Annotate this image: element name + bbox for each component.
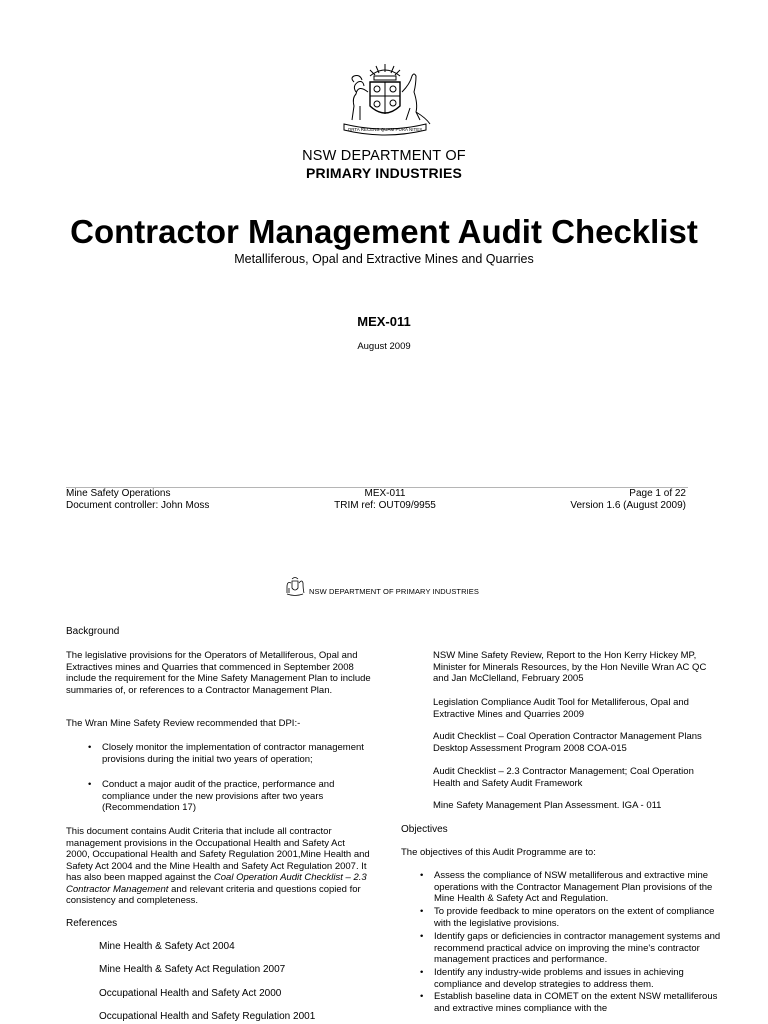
department-name-line2: PRIMARY INDUSTRIES <box>305 165 463 181</box>
footer-controller: Document controller: John Moss <box>66 500 210 511</box>
reference-item: Occupational Health and Safety Act 2000 <box>99 988 282 999</box>
background-heading: Background <box>66 626 120 637</box>
reference-item: NSW Mine Safety Review, Report to the Hon Kerry Hickey MP, Minister for Minerals Resources, by the Hon Neville Wran AC QC and Jan McClelland, February 2005 <box>433 650 707 684</box>
reference-item: Legislation Compliance Audit Tool for Metalliferous, Opal and Extractive Mines and Quarries 2009 <box>433 697 689 720</box>
bullet-icon: • <box>420 931 424 942</box>
list-item-text: To provide feedback to mine operators on the extent of compliance with the legislative provisions. <box>434 906 715 929</box>
document-code: MEX-011 <box>357 314 411 329</box>
reference-item: Mine Health & Safety Act Regulation 2007 <box>99 964 286 975</box>
nsw-coat-of-arms-icon <box>330 62 440 138</box>
list-item <box>420 991 729 1014</box>
list-item-text: Assess the compliance of NSW metalliferous and extractive mine operations with the Contractor Management Plan provisions of the Mine Health & Safety Act and Regulation. <box>434 870 713 904</box>
nsw-coat-of-arms-small-icon <box>284 575 306 597</box>
footer-department: Mine Safety Operations <box>66 488 171 499</box>
footer-page-number: Page 1 of 22 <box>629 488 686 499</box>
bullet-icon: • <box>420 870 424 881</box>
paragraph-italic-text: Coal Operation Audit Checklist – 2.3 Contractor Management <box>66 872 367 895</box>
reference-item: Mine Health & Safety Act 2004 <box>99 941 235 952</box>
background-paragraph-3 <box>66 826 371 907</box>
document-subtitle: Metalliferous, Opal and Extractive Mines and Quarries <box>234 252 534 266</box>
paragraph-text: and relevant criteria and questions copied for consistency and completeness. <box>66 883 361 906</box>
footer-left <box>66 488 209 512</box>
footer-right <box>520 488 686 512</box>
list-item-text: Closely monitor the implementation of contractor management provisions during the initial two years of operation; <box>102 742 364 765</box>
list-item-text: Establish baseline data in COMET on the extent NSW metalliferous and extractive mines compliance with the <box>434 991 718 1014</box>
department-name-line1: NSW DEPARTMENT OF <box>302 148 466 164</box>
reference-item: Audit Checklist – 2.3 Contractor Management; Coal Operation Health and Safety Audit Framework <box>433 766 694 789</box>
page-header-text: NSW DEPARTMENT OF PRIMARY INDUSTRIES <box>309 587 480 596</box>
list-item <box>88 742 374 765</box>
bullet-icon: • <box>88 779 92 790</box>
references-heading: References <box>66 918 118 929</box>
bullet-icon: • <box>420 967 424 978</box>
list-item <box>420 931 729 966</box>
list-item <box>420 870 729 905</box>
reference-item: Mine Safety Management Plan Assessment. IGA - 011 <box>433 800 662 811</box>
background-paragraph-1: The legislative provisions for the Operators of Metalliferous, Opal and Extractives mines and Quarries that commenced in September 2008 include the requirement for the Mine Safety Management Plan to include summaries of, or references to a Contractor Management Plan. <box>66 650 371 696</box>
list-item <box>420 906 729 929</box>
bullet-icon: • <box>420 906 424 917</box>
document-date: August 2009 <box>357 341 411 352</box>
document-title: Contractor Management Audit Checklist <box>70 213 698 250</box>
list-item-text: Conduct a major audit of the practice, performance and compliance under the new provisions after two years (Recommendation 17) <box>102 779 335 813</box>
list-item-text: Identify any industry-wide problems and issues in achieving compliance and develop strategies to address them. <box>434 967 684 990</box>
list-item <box>88 779 374 814</box>
footer-code: MEX-011 <box>364 488 406 499</box>
bullet-icon: • <box>420 991 424 1002</box>
footer-version: Version 1.6 (August 2009) <box>570 500 686 511</box>
footer-middle <box>320 488 450 512</box>
list-item-text: Identify gaps or deficiencies in contractor management systems and recommend practical advice on improving the mine's contractor management practices and performance. <box>434 931 721 965</box>
list-item <box>420 967 729 990</box>
bullet-icon: • <box>88 742 92 753</box>
svg-text:ORTA RECENS QUAM PURA NITES: ORTA RECENS QUAM PURA NITES <box>347 127 423 132</box>
page-header <box>284 575 494 601</box>
paragraph-text: This document contains Audit Criteria that include all contractor management provisions in the Occupational Health and Safety Act 2000, Occupational Health and Safety Regulation 2001,Mine Health and Safety Act 2004 and the Mine Health and Safety Act Regulation 2007. It has also been mapped against the <box>66 826 370 883</box>
objectives-intro: The objectives of this Audit Programme are to: <box>401 847 596 858</box>
reference-item: Occupational Health and Safety Regulation 2001 <box>99 1011 316 1022</box>
background-paragraph-2: The Wran Mine Safety Review recommended that DPI:- <box>66 718 301 729</box>
objectives-heading: Objectives <box>401 824 448 835</box>
reference-item: Audit Checklist – Coal Operation Contractor Management Plans Desktop Assessment Program 2008 COA-015 <box>433 731 702 754</box>
footer-trim-ref: TRIM ref: OUT09/9955 <box>334 500 436 511</box>
